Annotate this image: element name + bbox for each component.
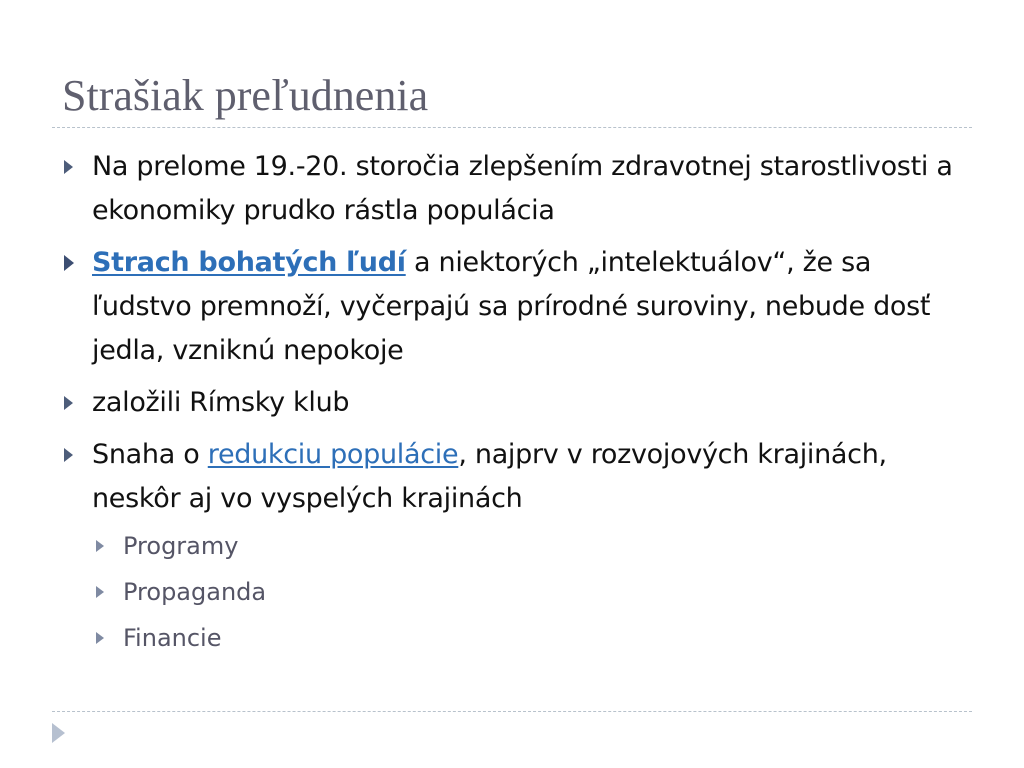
sub-bullet-list	[62, 523, 962, 661]
triangle-right-icon	[64, 255, 74, 271]
bullet-list	[62, 145, 962, 661]
highlight-link-fear[interactable]: Strach bohatých ľudí	[92, 247, 406, 278]
triangle-right-icon	[96, 586, 104, 598]
bullet-item-fear	[62, 241, 962, 373]
sub-item-programs	[62, 523, 962, 569]
bullet-text: založili Rímsky klub	[92, 387, 350, 418]
triangle-right-icon	[64, 160, 73, 174]
bullet-text-after: , najprv v rozvojových krajinách, neskôr aj vo vyspelých krajinách	[92, 439, 887, 514]
footer-divider	[52, 711, 972, 712]
bullet-item-population-growth	[62, 145, 962, 233]
title-divider	[52, 127, 972, 128]
triangle-right-icon	[96, 540, 104, 552]
bullet-text-before: Snaha o	[92, 439, 208, 470]
sub-item-text: Programy	[123, 532, 239, 560]
bullet-text: a niektorých „intelektuálov“, že sa ľudstvo premnoží, vyčerpajú sa prírodné suroviny, nebude dosť jedla, vzniknú nepokoje	[92, 247, 931, 366]
next-slide-arrow-icon[interactable]	[52, 723, 65, 743]
sub-item-propaganda	[62, 569, 962, 615]
bullet-item-club-of-rome	[62, 381, 962, 425]
bullet-text: Na prelome 19.-20. storočia zlepšením zdravotnej starostlivosti a ekonomiky prudko rástla populácia	[92, 151, 953, 226]
triangle-right-icon	[64, 396, 73, 410]
sub-item-text: Propaganda	[123, 578, 267, 606]
triangle-right-icon	[64, 448, 73, 462]
sub-item-finance	[62, 615, 962, 661]
slide-title: Strašiak preľudnenia	[62, 71, 429, 120]
highlight-link-population-reduction[interactable]: redukciu populácie	[207, 439, 459, 470]
sub-item-text: Financie	[123, 624, 222, 652]
bullet-item-population-reduction	[62, 433, 962, 521]
triangle-right-icon	[96, 632, 104, 644]
